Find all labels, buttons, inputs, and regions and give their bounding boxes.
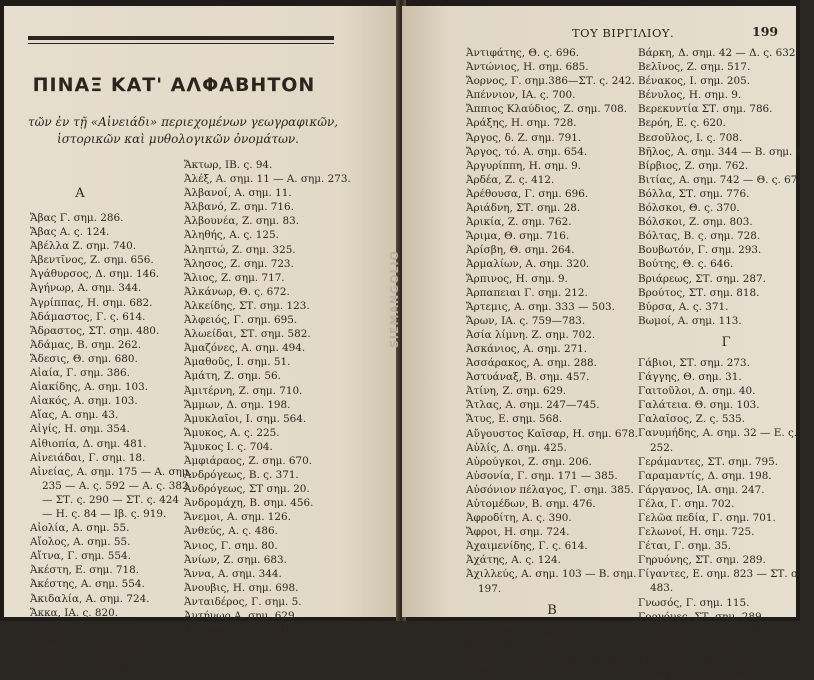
index-entry: Βένυλος, Η. σημ. 9.: [638, 89, 742, 102]
index-entry: Ἀρίσβη, Θ. σημ. 264.: [466, 244, 575, 257]
left-column-1: [30, 211, 192, 676]
index-entry: Ἀσσάρακος, Α. σημ. 288.: [466, 357, 597, 370]
index-entry: Ἀχάτης, Α. ς. 124.: [466, 554, 561, 567]
index-entry: Ἀντιφάτης, Θ. ς. 696.: [466, 47, 580, 59]
index-title: ΠΙΝΑΞ ΚΑΤ' ΑΛΦΑΒΗΤΟΝ: [32, 74, 316, 96]
index-entry: Ἀσκάνιος, Α. σημ. 271.: [466, 342, 588, 355]
index-entry: Ἀρπαπειαι Γ. σημ. 212.: [466, 286, 588, 299]
section-letter-gamma: Γ: [721, 334, 731, 350]
index-entry: Βρούτος, ΣΤ. σημ. 818.: [638, 286, 760, 299]
index-entry: Βιτίας, Α. σημ. 742 — Θ. ς. 672.: [638, 173, 808, 186]
index-entry: Βῆλος, Α. σημ. 344 — Β. σημ. 81.: [638, 145, 813, 158]
index-entry: Αἰαία, Γ. σημ. 386.: [30, 367, 130, 380]
index-entry: Αἰνειάδαι, Γ. σημ. 18.: [30, 451, 146, 464]
index-entry: Ἀμφιάραος, Ζ. σημ. 670.: [184, 454, 313, 467]
section-letter-alpha: Α: [75, 186, 85, 201]
index-entry: Ἀβέλλα Ζ. σημ. 740.: [30, 240, 137, 253]
index-entry: Γέλα, Γ. σημ. 702.: [638, 497, 735, 510]
index-entry: Γάγγης, Θ. σημ. 31.: [638, 371, 742, 384]
index-entry: Βόλσκοι, Θ. ς. 370.: [638, 202, 740, 215]
subtitle-line: τῶν ἐν τῇ «Αἰνειάδι» περιεχομένων γεωγραφικῶν,: [28, 115, 339, 129]
index-entry: Ἀνδρόγεως, ΣΤ σημ. 20.: [184, 483, 310, 496]
index-entry: Ἄνεμοι, Α. σημ. 126.: [184, 511, 291, 524]
index-entry: Ἀνουβις, Η. σημ. 698.: [184, 581, 299, 594]
index-entry: Ἄδεσις, Θ. σημ. 680.: [30, 352, 138, 365]
index-entry: Ἄφροι, Η. σημ. 724.: [466, 526, 570, 539]
index-entry: Γραδίβος, Γ. ς. 35.: [638, 638, 737, 651]
index-entry: — Η. ς. 84 — Ιβ. ς. 919.: [42, 507, 167, 520]
index-entry: Ἀχαιμενίδης, Γ. ς. 614.: [466, 540, 588, 553]
index-entry: Ἄνιος, Γ. σημ. 80.: [184, 539, 278, 552]
index-entry: Βαῖαι, Θ. σημ. 710.: [466, 638, 568, 651]
index-entry: Βούτης, Θ. ς. 646.: [638, 258, 734, 271]
index-entry: Ἀληπτώ, Ζ. σημ. 325.: [184, 243, 296, 256]
index-entry: Αἴτνα, Γ. σημ. 554.: [30, 550, 131, 563]
index-entry: Ἄππιος Κλαύδιος, Ζ. σημ. 708.: [466, 103, 628, 116]
index-entry: Ἀγήνωρ, Α. σημ. 344.: [30, 282, 142, 295]
index-entry: Ἀνθεύς, Α. ς. 486.: [184, 525, 278, 538]
index-entry: Βόλλα, ΣΤ. σημ. 776.: [638, 187, 750, 200]
index-entry: Βερεκυντία ΣΤ. σημ. 786.: [638, 103, 773, 116]
index-entry: Ἀλφειός, Γ. σημ. 695.: [184, 314, 298, 327]
index-entry: Αὔγουστος Καῖσαρ, Η. σημ. 678.: [466, 427, 638, 440]
index-entry: Αὐτομέδων, Β. σημ. 476.: [466, 498, 596, 510]
header-rule-thin: [28, 43, 334, 44]
subtitle-line: ἱστορικῶν καὶ μυθολογικῶν ὀνομάτων.: [57, 132, 299, 146]
index-entry: Ἀπέννιον, ΙΑ. ς. 700.: [466, 89, 576, 102]
index-entry: Ἄκτιον, Γ. σημ. 280.: [30, 663, 137, 675]
index-entry: Αὐρούγκοι, Ζ. σημ. 206.: [466, 455, 592, 468]
index-entry: — ΣΤ. ς. 290 — ΣΤ. ς. 424: [42, 493, 179, 506]
right-page: [402, 6, 814, 680]
index-entry: Ἄμυκος, Α. ς. 225.: [184, 426, 280, 439]
index-entry: Ἀφροδίτη, Α. ς. 390.: [466, 512, 572, 525]
index-entry: Γοργόνες, ΣΤ. σημ. 289.: [638, 610, 765, 623]
index-entry: Γράκχοι, ΣΤ. σημ. 843.: [638, 667, 759, 680]
index-entry: Ἄννα, Α. σημ. 344.: [184, 567, 282, 580]
index-entry: Αὐλίς, Δ. σημ. 425.: [466, 441, 567, 454]
index-entry: Αὐσόνιον πέλαγος, Γ. σημ. 385.: [466, 483, 634, 496]
index-entry: Βριάρεως, ΣΤ. σημ. 287.: [638, 272, 766, 285]
index-entry: Ἀράξης, Η. σημ. 728.: [466, 117, 577, 130]
index-entry: Βόλτας, Β. ς. σημ. 728.: [638, 230, 761, 243]
index-entry: Γανυμήδης, Α. σημ. 32 — Ε. ς.: [638, 427, 798, 440]
index-entry: Ἄρων, ΙΑ. ς. 759—783.: [466, 314, 586, 327]
index-entry: Ἄορνος, Γ. σημ.386—ΣΤ. ς. 242.: [466, 75, 635, 88]
page-number: 199: [752, 24, 779, 39]
index-entry: Ἀσία λίμνη. Ζ. σημ. 702.: [466, 328, 596, 341]
index-entry: Αἰακός, Α. σημ. 103.: [30, 395, 138, 408]
index-entry: Ἀλβανό, Ζ. σημ. 716.: [184, 201, 294, 214]
index-entry: Βελῖνος, Ζ. σημ. 517.: [638, 61, 751, 74]
index-entry: Ἄργος, δ. Ζ. σημ. 791.: [466, 131, 582, 144]
index-entry: Γαιτοῦλοι, Δ. σημ. 40.: [638, 385, 756, 398]
index-entry: Αἴολος, Α. σημ. 55.: [30, 536, 131, 549]
index-entry: Ἄλιος, Ζ. σημ. 717.: [184, 271, 285, 284]
index-entry: Γαλάτεια. Θ. σημ. 103.: [638, 399, 760, 412]
index-entry: Ἀκιδαλία, Α. σημ. 724.: [30, 592, 150, 605]
index-entry: Γαραμαντίς, Δ. σημ. 198.: [638, 469, 772, 482]
index-entry: Ἀρικία, Ζ. σημ. 762.: [466, 216, 572, 229]
index-entry: Ἀτίνη, Ζ. σημ. 629.: [466, 385, 567, 398]
index-entry: Ἀβεντῖνος, Ζ. σημ. 656.: [30, 254, 154, 267]
index-entry: Ἄλησος, Ζ. σημ. 723.: [184, 257, 294, 270]
index-entry: Ἀργυρίππη, Η. σημ. 9.: [466, 159, 582, 172]
index-entry: Γραικοί Β. σημ. 175.: [638, 652, 747, 665]
index-entry: Γραβίσκαι. Ι. σημ. 184.: [638, 624, 761, 637]
index-entry: 805.: [478, 667, 502, 680]
left-column-2: [184, 158, 351, 637]
index-entry: Ἄρπινος, Η. σημ. 9.: [466, 272, 568, 285]
index-entry: Βερόη, Ε. ς. 620.: [638, 117, 726, 130]
running-head: ΤΟΥ ΒΙΡΓΙΛΙΟΥ.: [572, 26, 675, 40]
index-entry: 197.: [478, 582, 502, 595]
index-entry: Ἀκρίσιος, Ζ. ς. 410.: [30, 648, 134, 661]
index-entry: Ἀρδέα, Ζ. ς. 412.: [466, 173, 555, 186]
section-letter-beta: Β: [547, 602, 557, 618]
index-entry: Γνωσός, Γ. σημ. 115.: [638, 596, 750, 609]
index-entry: Ἄργος, τό. Α. σημ. 654.: [466, 145, 588, 158]
index-entry: Γάβιοι, ΣΤ. σημ. 273.: [638, 356, 750, 369]
index-entry: Ἄριμα, Θ. σημ. 716.: [466, 230, 570, 243]
index-entry: Ἄκτωρ, ΙΒ. ς. 94.: [184, 159, 273, 171]
index-entry: Ἀγρίππας, Η. σημ. 682.: [30, 296, 153, 309]
index-entry: Ἀληθής, Α. ς. 125.: [184, 229, 279, 242]
index-entry: Γίγαντες, Ε. σημ. 823 — ΣΤ. σημ.: [638, 568, 814, 581]
index-entry: Αἰνείας, Α. σημ. 175 — Α. σημ.: [30, 465, 192, 478]
right-column-2: [638, 46, 814, 680]
index-entry: Ἀντήνωρ Α. σημ. 629.: [184, 610, 298, 622]
left-page: [4, 6, 400, 675]
index-entry: Αἴας, Α. σημ. 43.: [30, 409, 119, 422]
index-entry: Ἀλκείδης, ΣΤ. σημ. 123.: [184, 299, 310, 312]
index-entry: Βίρβιος, Ζ. σημ. 762.: [638, 159, 749, 172]
index-entry: Γηρυόνης, ΣΤ. σημ. 289.: [638, 554, 766, 567]
index-entry: Βύρσα, Α. ς. 371.: [638, 300, 729, 313]
index-entry: Γελωνοί, Η. σημ. 725.: [638, 526, 755, 539]
index-entry: Βάκχος, Δ. σημ. 302 — ΣΤ. σημ.: [466, 652, 634, 665]
index-entry: Ἀντώνιος, Η. σημ. 685.: [466, 61, 589, 74]
header-rule-thick: [28, 36, 334, 40]
index-entry: Ἄτυς, Ε. σημ. 568.: [466, 413, 563, 426]
index-entry: Βουβωτόν, Γ. σημ. 293.: [638, 244, 762, 257]
right-column-1: [466, 46, 638, 680]
index-entry: Ἄμμων, Δ. σημ. 198.: [184, 398, 291, 411]
index-entry: Ἀμιτέρνη, Ζ. σημ. 710.: [184, 384, 303, 397]
index-entry: Ἀμυκλαῖοι, Ι. σημ. 564.: [184, 412, 307, 425]
index-entry: Ἀλωείδαι, ΣΤ. σημ. 582.: [184, 328, 311, 341]
index-entry: Γεράμαντες, ΣΤ. σημ. 795.: [638, 455, 779, 468]
index-entry: Βόλσκοι, Ζ. σημ. 803.: [638, 216, 753, 229]
index-entry: Ἄβας Α. ς. 124.: [30, 226, 110, 239]
index-entry: 235 — Α. ς. 592 — Α. ς. 382: [42, 479, 189, 492]
index-entry: Ἀριάδνη, ΣΤ. σημ. 28.: [466, 202, 581, 215]
index-entry: Ἀκοίτης, ΙΑ. ς. 32.: [30, 620, 126, 633]
index-entry: Ἄκκα, ΙΑ. ς. 820.: [30, 606, 119, 619]
index-entry: Ἀκέστη, Ε. σημ. 718.: [30, 564, 140, 577]
index-entry: Ἀμάτη, Ζ. σημ. 56.: [184, 370, 281, 383]
index-entry: Ἄβας Γ. σημ. 286.: [30, 212, 124, 224]
index-entry: Αἰθιοπία, Δ. σημ. 481.: [30, 437, 147, 450]
index-entry: Ἀστυάναξ, Β. σημ. 457.: [466, 371, 590, 384]
index-entry: Βάρκη, Δ. σημ. 42 — Δ. ς. 632.: [638, 47, 799, 59]
index-entry: Ἀνδρομάχη, Β. σημ. 456.: [184, 497, 314, 510]
index-entry: Ἀλκάνωρ, Θ. ς. 672.: [184, 285, 290, 298]
index-entry: Βεσοῦλος, Ι. ς. 708.: [638, 131, 743, 144]
index-entry: Αἰγίς, Η. σημ. 354.: [30, 423, 130, 436]
index-entry: Βάθυλον, Ζ. σημ. 739.: [466, 624, 583, 637]
index-entry: Ἀλβουνέα, Ζ. σημ. 83.: [184, 215, 300, 228]
index-entry: Αἰολία, Α. σημ. 55.: [30, 522, 130, 535]
index-entry: Ἀγάθυρσος, Δ. σημ. 146.: [30, 268, 160, 281]
index-entry: Ἄρτεμις, Α. σημ. 333 — 503.: [466, 300, 615, 313]
index-entry: Ἀκέστης, Α. σημ. 554.: [30, 578, 145, 591]
index-entry: Ἀκράγας, Γ. σημ. 703.: [30, 634, 147, 647]
index-entry: Ἀδάμας, Β. σημ. 262.: [30, 338, 142, 351]
index-entry: 252.: [650, 441, 674, 454]
index-subtitle: [28, 114, 339, 148]
index-entry: Ἀχιλλεύς, Α. σημ. 103 — Β. σημ.: [466, 568, 637, 581]
index-entry: Αὐσονία, Γ. σημ. 171 — 385.: [466, 469, 618, 482]
index-entry: Ἀδάμαστος, Γ. ς. 614.: [30, 310, 146, 323]
index-entry: Ἄδραστος, ΣΤ. σημ. 480.: [30, 324, 160, 337]
index-entry: Ἀλβανοί, Α. σημ. 11.: [184, 187, 292, 200]
watermark: SIEMANGOLIO: [388, 250, 401, 349]
index-entry: Ἀρμαλίων, Α. σημ. 320.: [466, 258, 590, 271]
index-entry: Ἀνδρόγεως, Β. ς. 371.: [184, 469, 299, 482]
index-entry: Ἄτλας, Α. σημ. 247—745.: [466, 399, 600, 412]
index-entry: Γελῶα πεδία, Γ. σημ. 701.: [638, 512, 776, 524]
index-entry: Ἄμυκος Ι. ς. 704.: [184, 440, 273, 453]
index-entry: Ἀντίνωρ Α. σημ. 246.: [184, 624, 296, 637]
index-entry: Ἀλέξ, Α. σημ. 11 — Α. σημ. 273.: [184, 173, 351, 186]
index-entry: Ἀμαθοῦς, Ι. σημ. 51.: [184, 356, 291, 369]
index-entry: Βένακος, Ι. σημ. 205.: [638, 75, 751, 88]
index-entry: 483.: [650, 582, 674, 595]
index-entry: Βωμοί, Α. σημ. 113.: [638, 314, 742, 327]
index-entry: Ἀνταιδέρος, Γ. σημ. 5.: [184, 595, 302, 608]
index-entry: Ἀρέθουσα, Γ. σημ. 696.: [466, 187, 589, 200]
index-entry: Ἀμαζόνες, Α. σημ. 494.: [184, 342, 306, 355]
index-entry: Γαλαῖσος, Ζ. ς. 535.: [638, 413, 746, 426]
index-entry: Γάργανος, ΙΑ. σημ. 247.: [638, 483, 765, 496]
index-entry: Αἰακίδης, Α. σημ. 103.: [30, 381, 148, 394]
index-entry: Γέται, Γ. σημ. 35.: [638, 540, 732, 553]
index-entry: Ἀνίων, Ζ. σημ. 683.: [184, 553, 287, 566]
